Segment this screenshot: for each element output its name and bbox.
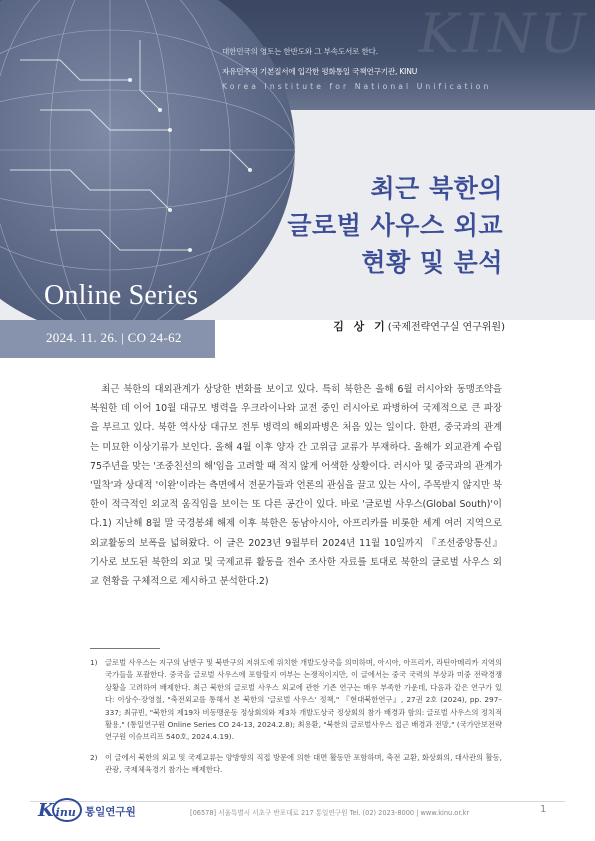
date-code: 2024. 11. 26. | CO 24-62 <box>46 330 182 345</box>
footnote-2 <box>90 752 502 777</box>
footer-divider <box>30 801 565 802</box>
page-number: 1 <box>540 804 547 815</box>
kinu-logo-inner: inu <box>55 806 76 819</box>
header-english-name: Korea Institute for National Unification <box>222 82 492 91</box>
kinu-logo-icon <box>38 800 76 821</box>
series-name: Online Series <box>44 280 199 311</box>
footnote-1 <box>90 657 502 744</box>
footnote-text: 이 글에서 북한의 외교 및 국제교류는 양방향의 직접 방문에 의한 대면 활동만 포함하며, 축전 교환, 화상회의, 대사관의 활동, 관광, 국제체육경기 참가는 배제한다. <box>105 753 502 775</box>
footnote-divider <box>90 648 160 649</box>
footnote-number: 2) <box>90 753 98 762</box>
author-name: 김 상 기 <box>333 320 388 333</box>
title-line-2: 글로벌 사우스 외교 <box>287 211 503 240</box>
footnote-number: 1) <box>90 658 98 667</box>
author <box>333 318 505 334</box>
header-watermark-logo: KINU <box>418 2 589 65</box>
kinu-logo-letter: K <box>38 800 54 821</box>
page-title <box>287 170 503 281</box>
title-line-1: 최근 북한의 <box>370 174 503 203</box>
footnote-text: 글로벌 사우스는 지구의 남반구 및 북반구의 저위도에 위치한 개발도상국을 의미하며, 아시아, 아프리카, 라틴아메리카 지역의 국가들을 포괄한다. 중국을 글로벌 사우스에 포함할지 여부는 논쟁적이지만, 이 글에서는 중국 국력의 부상과 미중 전략경쟁 상황을 고려하여 배제한다. 최근 북한의 글로벌 사우스 외교에 관한 기존 연구는 매우 부족한 가운데, 다음과 같은 연구가 있다: 이상수·장영철, "축전외교를 통해서 본 북한의 '글로벌 사우스' 정책," 『현대북한연구』, 27권 2호 (2024), pp. 297–337; 최규빈, "북한의 제19차 비동맹운동 정상회의와 제3차 개발도상국 정상회의 참가 배경과 함의: 글로벌 사우스의 정치적 활용," (통일연구원 Online Series CO 24-13, 2024.2.8); 최용환, "북한의 글로벌사우스 접근 배경과 전망," (국가안보전략연구원 이슈브리프 540호, 2024.4.19). <box>105 658 502 742</box>
title-line-3: 현황 및 분석 <box>361 248 503 277</box>
org-name: 통일연구원 <box>85 806 136 818</box>
footer-address: [06578] 서울특별시 서초구 반포대로 217 통일연구원 Tel. (02) 2023-8000 | www.kinu.or.kr <box>190 809 470 817</box>
body-text <box>90 380 502 591</box>
header-institute-tagline: 자유민주적 기본질서에 입각한 평화통일 국책연구기관, KINU <box>222 67 418 76</box>
body-paragraph: 최근 북한의 대외관계가 상당한 변화를 보이고 있다. 특히 북한은 올해 6월 러시아와 동맹조약을 복원한 데 이어 10월 대규모 병력을 우크라이나와 교전 중인 러시아로 파병하여 국제적으로 큰 파장을 부르고 있다. 북한 역사상 대규모 전투 병력의 해외파병은 처음 있는 일이다. 한편, 중국과의 관계는 미묘한 이상기류가 보인다. 올해 4월 이후 양자 간 고위급 교류가 부재하다. 올해가 외교관계 수립 75주년을 맞는 '조중친선의 해'임을 고려할 때 적지 않게 어색한 상황이다. 러시아 및 중국과의 관계가 '밀착'과 상대적 '이완'이라는 측면에서 전문가들과 언론의 관심을 끌고 있는 사이, 주목받지 않지만 북한이 적극적인 외교적 움직임을 보이는 또 다른 공간이 있다. 바로 '글로벌 사우스(Global South)'이다.1) 지난해 8월 말 국경봉쇄 해제 이후 북한은 동남아시아, 아프리카를 비롯한 세계 여러 지역으로 외교활동의 보폭을 넓혀왔다. 이 글은 2023년 9월부터 2024년 11월 10일까지 『조선중앙통신』 기사로 보도된 북한의 외교 및 국제교류 활동을 전수 조사한 자료를 토대로 북한의 글로벌 사우스 외교 현황을 구체적으로 제시하고 분석한다.2) <box>90 384 503 588</box>
author-affiliation: (국제전략연구실 연구위원) <box>387 322 505 333</box>
header-tagline: 대한민국의 영토는 한반도와 그 부속도서로 한다. <box>222 47 378 56</box>
